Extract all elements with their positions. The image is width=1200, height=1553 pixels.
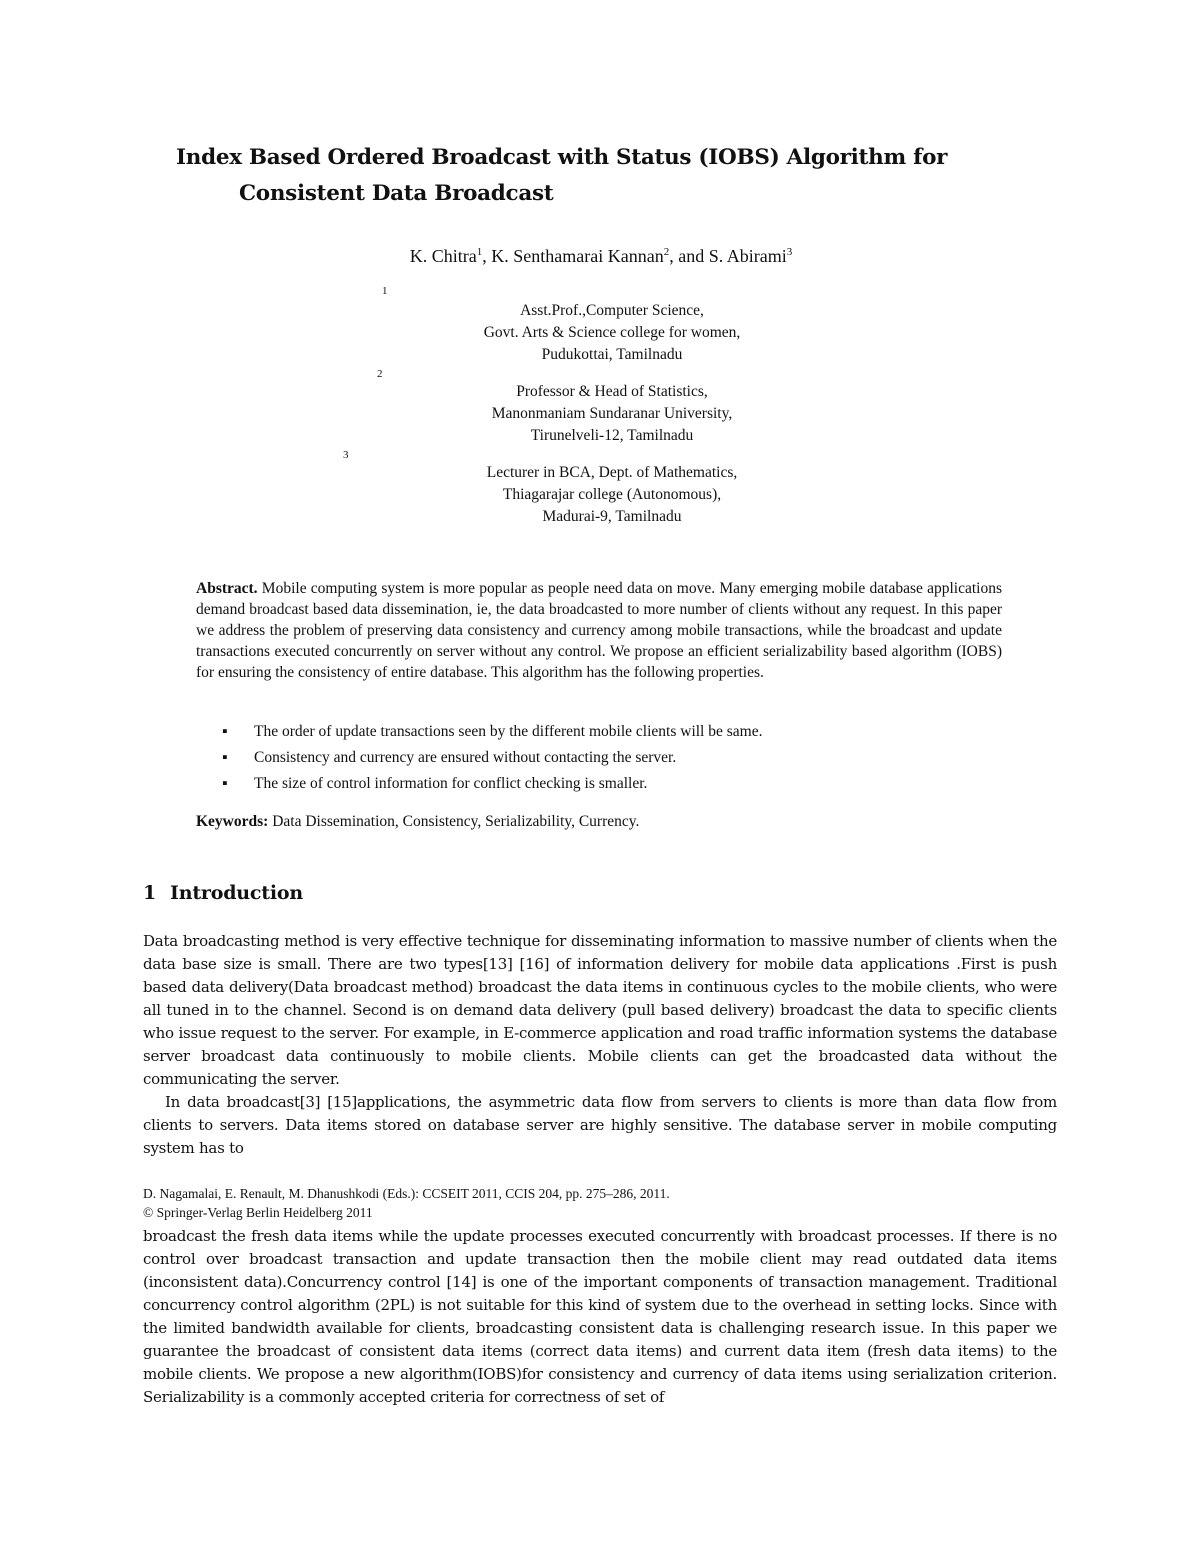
affiliation-line: Govt. Arts & Science college for women, (483, 324, 741, 341)
affiliation-line: Professor & Head of Statistics, (516, 383, 708, 400)
author-name: K. Chitra (409, 246, 477, 266)
author-superscript: 2 (663, 246, 670, 258)
affiliation-line: Thiagarajar college (Autonomous), (502, 486, 722, 503)
author-name: , K. Senthamarai Kannan (482, 246, 664, 266)
footnote-copyright: © Springer-Verlag Berlin Heidelberg 2011 (143, 1205, 373, 1220)
author-superscript: 1 (476, 246, 483, 258)
affiliation-block (412, 300, 812, 366)
paper-title-line-2: Consistent Data Broadcast (239, 181, 554, 206)
list-item (196, 721, 1002, 747)
abstract-text: Mobile computing system is more popular as people need data on move. Many emerging mobile database applications demand broadcast based data dissemination, ie, the data broadcasted to more number of clients without any request. In this paper we address the problem of preserving data consistency and currency among mobile transactions, while the broadcast and update transactions executed concurrently on server without any control. We propose an efficient serializability based algorithm (IOBS) for ensuring the consistency of entire database. This algorithm has the following properties. (196, 580, 1002, 681)
bullet-icon: ▪ (222, 723, 228, 740)
keywords-label: Keywords: (196, 813, 269, 830)
affiliation-number: 3 (343, 449, 349, 461)
affiliation-line: Madurai-9, Tamilnadu (542, 508, 682, 525)
footnote-citation: D. Nagamalai, E. Renault, M. Dhanushkodi (Eds.): CCSEIT 2011, CCIS 204, pp. 275–286, 2011. (143, 1186, 670, 1201)
bullet-icon: ▪ (222, 749, 228, 766)
list-item (196, 773, 1002, 799)
author-name: , and S. Abirami (669, 246, 787, 266)
body-paragraph: Data broadcasting method is very effective technique for disseminating information to massive number of clients when the data base size is small. There are two types[13] [16] of information delivery for mobile data applications .First is push based data delivery(Data broadcast method) broadcast the data items in continuous cycles to the mobile clients, who were all tuned in to the channel. Second is on demand data delivery (pull based delivery) broadcast the data to specific clients who issue request to the server. For example, in E-commerce application and road traffic information systems the database server broadcast data continuously to mobile clients. Mobile clients can get the broadcasted data without the communicating the server. (143, 932, 1057, 1088)
abstract-label: Abstract. (196, 580, 258, 597)
list-item (196, 747, 1002, 773)
affiliation-number: 2 (377, 368, 383, 380)
keywords (196, 813, 639, 831)
affiliation-line: Lecturer in BCA, Dept. of Mathematics, (486, 464, 738, 481)
list-item-text: The order of update transactions seen by the different mobile clients will be same. (254, 723, 763, 740)
affiliation-number: 1 (382, 285, 388, 297)
property-list (196, 721, 1002, 799)
affiliation-line: Tirunelveli-12, Tamilnadu (530, 427, 694, 444)
affiliation-line: Asst.Prof.,Computer Science, (520, 302, 704, 319)
list-item-text: Consistency and currency are ensured without contacting the server. (254, 749, 677, 766)
author-list (0, 246, 1200, 267)
author-superscript: 3 (786, 246, 793, 258)
section-number: 1 (143, 882, 157, 904)
body-paragraph: In data broadcast[3] [15]applications, the asymmetric data flow from servers to clients is more than data flow from clients to servers. Data items stored on database server are highly sensitive. The database server in mobile computing system has to (143, 1093, 1057, 1157)
body-paragraph: broadcast the fresh data items while the update processes executed concurrently with broadcast processes. If there is no control over broadcast transaction and update transaction then the mobile client may read outdated data items (inconsistent data).Concurrency control [14] is one of the important components of transaction management. Traditional concurrency control algorithm (2PL) is not suitable for this kind of system due to the overhead in setting locks. Since with the limited bandwidth available for clients, broadcasting consistent data is challenging research issue. In this paper we guarantee the broadcast of consistent data items (correct data items) and current data item (fresh data items) to the mobile clients. We propose a new algorithm(IOBS)for consistency and currency of data items using serialization criterion. Serializability is a commonly accepted criteria for correctness of set of (143, 1227, 1057, 1406)
paper-title-line-1: Index Based Ordered Broadcast with Status (IOBS) Algorithm for (176, 145, 948, 170)
affiliation-block (412, 462, 812, 528)
bullet-icon: ▪ (222, 775, 228, 792)
list-item-text: The size of control information for conflict checking is smaller. (254, 775, 648, 792)
affiliation-line: Pudukottai, Tamilnadu (541, 346, 683, 363)
keywords-text: Data Dissemination, Consistency, Serializability, Currency. (272, 813, 640, 830)
section-title: Introduction (170, 882, 303, 904)
section-heading (143, 882, 303, 904)
abstract (196, 578, 1002, 683)
affiliation-block (412, 381, 812, 447)
affiliation-line: Manonmaniam Sundaranar University, (491, 405, 733, 422)
